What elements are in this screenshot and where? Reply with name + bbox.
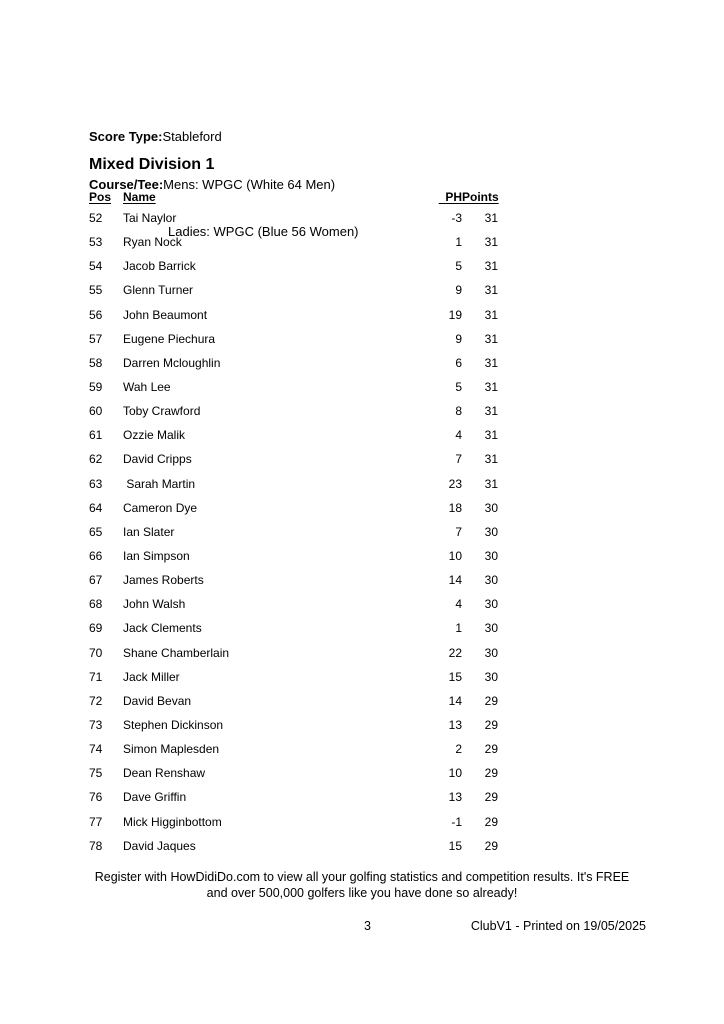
row-name: Cameron Dye (123, 500, 198, 515)
row-name: Jack Clements (123, 621, 202, 636)
table-row (89, 472, 498, 496)
row-points: 29 (484, 814, 498, 829)
row-points: 30 (484, 621, 498, 636)
table-row (89, 592, 498, 616)
table-row (89, 641, 498, 665)
row-ph: -3 (451, 211, 462, 226)
row-points: 29 (484, 790, 498, 805)
row-points: 31 (484, 307, 498, 322)
header-name: Name (123, 190, 156, 204)
row-points: 31 (484, 331, 498, 346)
row-pos: 73 (89, 718, 103, 733)
results-table (89, 190, 498, 858)
header-ph: PH (445, 190, 462, 204)
row-points: 30 (484, 524, 498, 539)
row-points: 30 (484, 645, 498, 660)
row-name: Ian Simpson (123, 549, 190, 564)
register-note-line2: and over 500,000 golfers like you have done so already! (206, 885, 518, 900)
table-row (89, 327, 498, 351)
row-points: 31 (484, 259, 498, 274)
printed-info: ClubV1 - Printed on 19/05/2025 (470, 919, 646, 933)
table-row (89, 761, 498, 785)
row-points: 31 (484, 380, 498, 395)
row-pos: 78 (89, 838, 103, 853)
table-row (89, 520, 498, 544)
row-pos: 67 (89, 573, 103, 588)
division-title: Mixed Division 1 (89, 156, 215, 173)
row-ph: 9 (455, 283, 462, 298)
row-ph: 4 (455, 428, 462, 443)
table-row (89, 303, 498, 327)
row-pos: 56 (89, 307, 103, 322)
row-pos: 77 (89, 814, 103, 829)
table-header-row (89, 190, 498, 204)
row-name: Dean Renshaw (123, 766, 206, 781)
row-points: 31 (484, 355, 498, 370)
row-pos: 61 (89, 428, 103, 443)
row-points: 29 (484, 718, 498, 733)
row-name: David Cripps (123, 452, 192, 467)
table-row (89, 399, 498, 423)
register-note-line1: Register with HowDidiDo.com to view all your golfing statistics and competition results. It's FREE (94, 870, 630, 884)
table-row (89, 351, 498, 375)
row-pos: 54 (89, 259, 103, 274)
row-pos: 62 (89, 452, 103, 467)
row-name: Eugene Piechura (123, 331, 216, 346)
row-pos: 59 (89, 380, 103, 395)
row-name: Shane Chamberlain (123, 645, 230, 660)
course-tee-mens-value: Mens: WPGC (White 64 Men) (163, 176, 336, 192)
row-ph: 5 (455, 380, 462, 395)
table-row (89, 496, 498, 520)
row-ph: 5 (455, 259, 462, 274)
row-name: Tai Naylor (123, 211, 177, 226)
table-row (89, 447, 498, 471)
table-row (89, 785, 498, 809)
register-note (0, 870, 724, 901)
table-row (89, 568, 498, 592)
row-ph: 4 (455, 597, 462, 612)
row-ph: 18 (448, 500, 462, 515)
row-ph: 7 (455, 452, 462, 467)
score-type-value: Stableford (162, 129, 222, 145)
row-name: Sarah Martin (123, 476, 196, 491)
row-name: John Walsh (123, 597, 186, 612)
row-pos: 74 (89, 742, 103, 757)
row-ph: 14 (448, 573, 462, 588)
row-ph: 13 (448, 790, 462, 805)
table-row (89, 665, 498, 689)
row-ph: 23 (448, 476, 462, 491)
row-name: Jack Miller (123, 669, 180, 684)
row-name: David Jaques (123, 838, 196, 853)
table-row (89, 230, 498, 254)
row-points: 30 (484, 669, 498, 684)
table-row (89, 689, 498, 713)
table-row (89, 375, 498, 399)
table-row (89, 423, 498, 447)
row-pos: 70 (89, 645, 103, 660)
row-points: 30 (484, 549, 498, 564)
table-row (89, 834, 498, 858)
page-footer (89, 919, 646, 935)
row-pos: 71 (89, 669, 103, 684)
row-pos: 68 (89, 597, 103, 612)
row-ph: 19 (448, 307, 462, 322)
row-name: Wah Lee (123, 380, 171, 395)
row-ph: 10 (448, 549, 462, 564)
row-ph: 2 (455, 742, 462, 757)
row-ph: 1 (455, 621, 462, 636)
score-type-label: Score Type: (89, 129, 163, 145)
row-name: Glenn Turner (123, 283, 194, 298)
row-name: Darren Mcloughlin (123, 355, 221, 370)
row-name: James Roberts (123, 573, 204, 588)
table-row (89, 278, 498, 302)
course-tee-ladies-value: Ladies: WPGC (Blue 56 Women) (168, 223, 359, 239)
row-points: 29 (484, 838, 498, 853)
row-points: 31 (484, 452, 498, 467)
table-row (89, 713, 498, 737)
row-ph: 8 (455, 404, 462, 419)
table-row (89, 616, 498, 640)
row-ph: 14 (448, 693, 462, 708)
row-points: 31 (484, 476, 498, 491)
page-number: 3 (364, 919, 371, 933)
row-name: Ian Slater (123, 524, 175, 539)
row-pos: 55 (89, 283, 103, 298)
row-ph: 15 (448, 669, 462, 684)
row-name: John Beaumont (123, 307, 208, 322)
table-row (89, 737, 498, 761)
row-name: David Bevan (123, 693, 192, 708)
row-pos: 57 (89, 331, 103, 346)
row-points: 31 (484, 428, 498, 443)
row-ph: -1 (451, 814, 462, 829)
row-pos: 60 (89, 404, 103, 419)
row-ph: 9 (455, 331, 462, 346)
row-pos: 63 (89, 476, 103, 491)
row-name: Ryan Nock (123, 235, 182, 250)
row-pos: 53 (89, 235, 103, 250)
score-type-line (89, 129, 359, 145)
row-ph: 10 (448, 766, 462, 781)
row-name: Ozzie Malik (123, 428, 186, 443)
row-name: Simon Maplesden (123, 742, 220, 757)
row-pos: 69 (89, 621, 103, 636)
row-ph: 15 (448, 838, 462, 853)
table-row (89, 254, 498, 278)
row-name: Dave Griffin (123, 790, 187, 805)
row-points: 30 (484, 597, 498, 612)
row-ph: 7 (455, 524, 462, 539)
row-pos: 66 (89, 549, 103, 564)
row-points: 31 (484, 283, 498, 298)
row-pos: 58 (89, 355, 103, 370)
table-row (89, 206, 498, 230)
row-pos: 52 (89, 211, 103, 226)
row-ph: 1 (455, 235, 462, 250)
row-points: 29 (484, 742, 498, 757)
row-pos: 72 (89, 693, 103, 708)
row-points: 29 (484, 693, 498, 708)
row-points: 30 (484, 573, 498, 588)
course-tee-label: Course/Tee: (89, 176, 164, 192)
row-points: 31 (484, 404, 498, 419)
row-ph: 6 (455, 355, 462, 370)
row-pos: 76 (89, 790, 103, 805)
header-points: Points (462, 190, 499, 204)
row-points: 31 (484, 235, 498, 250)
row-pos: 75 (89, 766, 103, 781)
table-row (89, 544, 498, 568)
row-name: Mick Higginbottom (123, 814, 222, 829)
row-points: 30 (484, 500, 498, 515)
header-pos: Pos (89, 190, 112, 204)
row-name: Stephen Dickinson (123, 718, 224, 733)
row-name: Jacob Barrick (123, 259, 196, 274)
row-pos: 65 (89, 524, 103, 539)
row-pos: 64 (89, 500, 103, 515)
row-name: Toby Crawford (123, 404, 201, 419)
row-ph: 22 (448, 645, 462, 660)
table-body (89, 206, 498, 858)
row-points: 29 (484, 766, 498, 781)
table-row (89, 810, 498, 834)
row-points: 31 (484, 211, 498, 226)
row-ph: 13 (448, 718, 462, 733)
